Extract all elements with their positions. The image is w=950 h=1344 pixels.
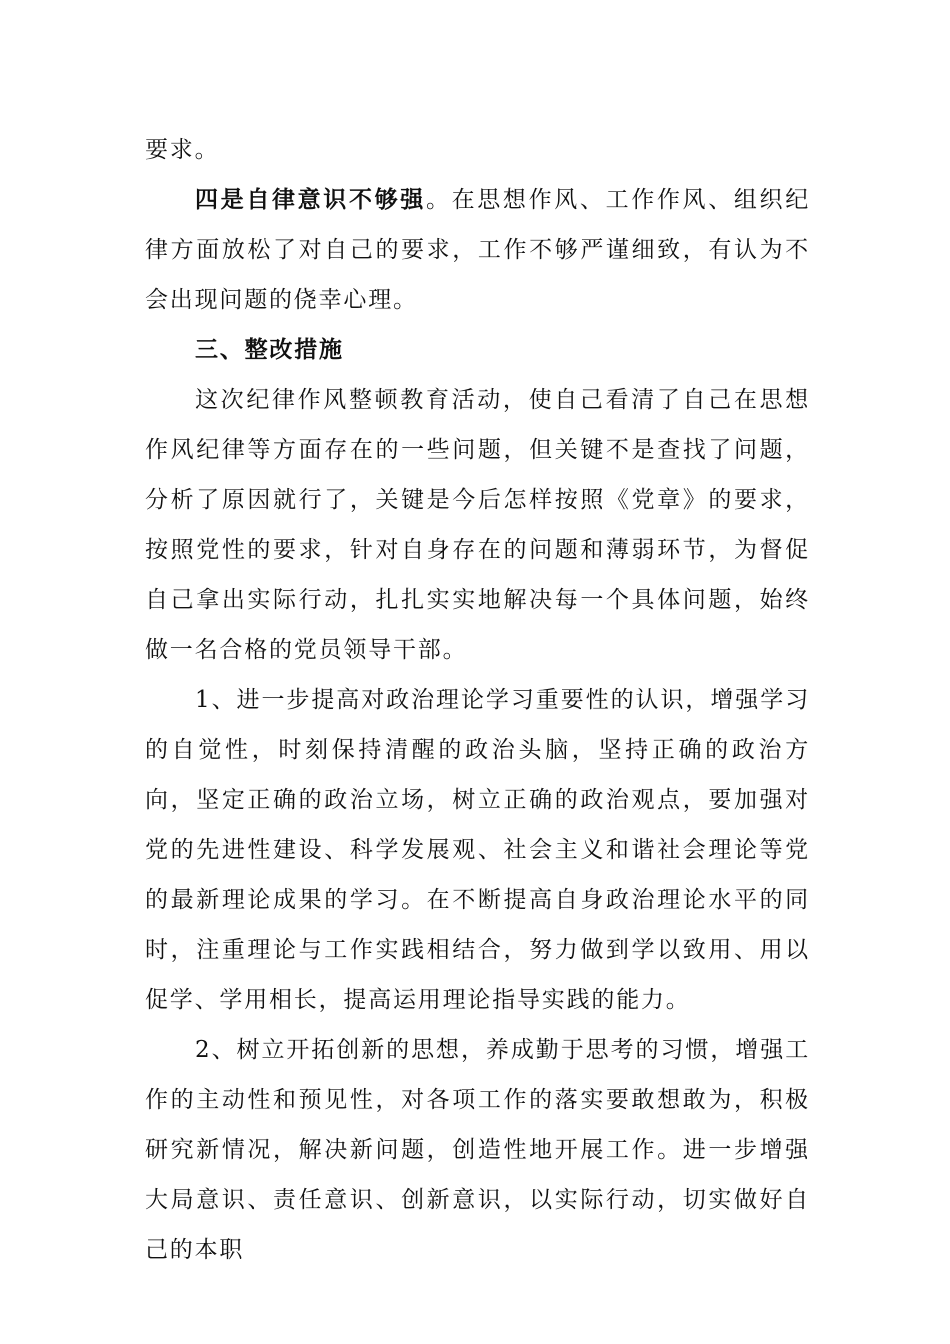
paragraph-item-2: 2、树立开拓创新的思想，养成勤于思考的习惯，增强工作的主动性和预见性，对各项工作的落实要敢想敢为，积极研究新情况，解决新问题，创造性地开展工作。进一步增强大局意识、责任意识、创新意识，以实际行动，切实做好自己的本职 bbox=[145, 1037, 810, 1263]
paragraph-self-discipline bbox=[145, 175, 810, 325]
paragraph-text: 。在思想作风、工作作风、组织纪律方面放松了对自己的要求，工作不够严谨细致，有认为不会出现问题的侥幸心理。 bbox=[145, 187, 811, 313]
document-body bbox=[145, 125, 810, 1275]
paragraph-item-1: 1、进一步提高对政治理论学习重要性的认识，增强学习的自觉性，时刻保持清醒的政治头脑，坚持正确的政治方向，坚定正确的政治立场，树立正确的政治观点，要加强对党的先进性建设、科学发展观、社会主义和谐社会理论等党的最新理论成果的学习。在不断提高自身政治理论水平的同时，注重理论与工作实践相结合，努力做到学以致用、用以促学、学用相长，提高运用理论指导实践的能力。 bbox=[145, 687, 810, 1013]
paragraph-continuation: 要求。 bbox=[145, 137, 220, 163]
section-heading-rectification: 三、整改措施 bbox=[195, 336, 344, 363]
paragraph-intro: 这次纪律作风整顿教育活动，使自己看清了自己在思想作风纪律等方面存在的一些问题，但关键不是查找了问题，分析了原因就行了，关键是今后怎样按照《党章》的要求，按照党性的要求，针对自身存在的问题和薄弱环节，为督促自己拿出实际行动，扎扎实实地解决每一个具体问题，始终做一名合格的党员领导干部。 bbox=[145, 387, 810, 663]
paragraph-lead-bold: 四是自律意识不够强 bbox=[195, 186, 426, 213]
